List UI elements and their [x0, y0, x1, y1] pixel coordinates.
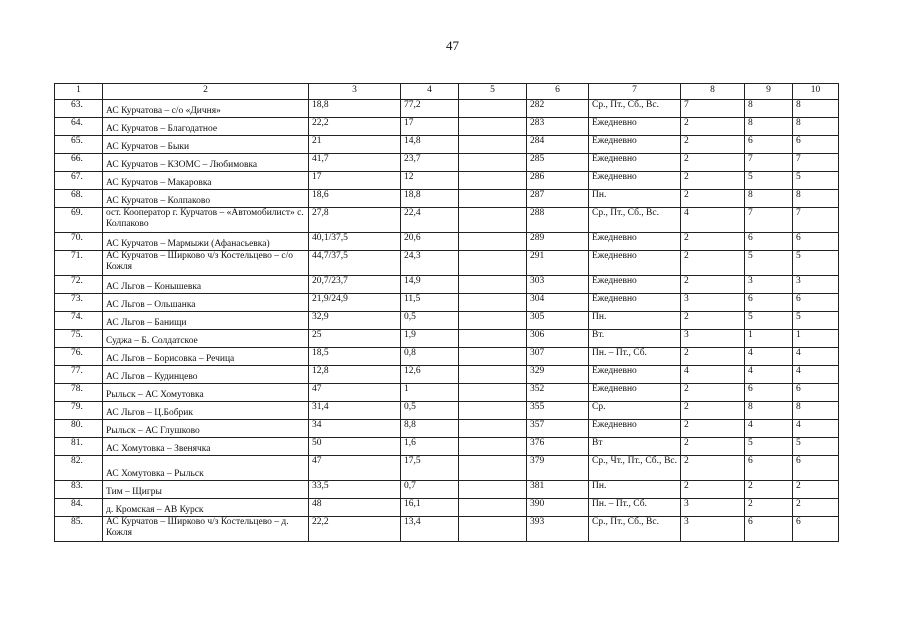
value-cell: 1	[793, 330, 839, 348]
row-number-cell: 82.	[55, 456, 103, 481]
table-row	[55, 481, 839, 499]
empty-cell	[459, 384, 527, 402]
route-code-cell: 329	[527, 366, 589, 384]
schedule-days-cell: Ежедневно	[589, 233, 681, 251]
schedule-days-cell: Ср., Пт., Сб., Вс.	[589, 100, 681, 118]
row-number-cell: 66.	[55, 154, 103, 172]
column-header: 7	[589, 84, 681, 100]
route-cell: АС Льгов – Банищи	[103, 312, 309, 330]
route-cell: АС Хомутовка – Рыльск	[103, 456, 309, 481]
distance-cell: 17	[309, 172, 401, 190]
distance-cell: 18,8	[309, 100, 401, 118]
distance-cell: 14,9	[401, 276, 459, 294]
value-cell: 5	[793, 438, 839, 456]
route-code-cell: 305	[527, 312, 589, 330]
value-cell: 2	[745, 481, 793, 499]
value-cell: 7	[793, 154, 839, 172]
value-cell: 5	[745, 438, 793, 456]
distance-cell: 17,5	[401, 456, 459, 481]
table-row	[55, 499, 839, 517]
route-cell: АС Курчатов – Благодатное	[103, 118, 309, 136]
value-cell: 6	[793, 233, 839, 251]
table-header-row	[55, 84, 839, 100]
distance-cell: 23,7	[401, 154, 459, 172]
schedule-days-cell: Пн.	[589, 312, 681, 330]
distance-cell: 50	[309, 438, 401, 456]
value-cell: 8	[793, 402, 839, 420]
value-cell: 6	[793, 384, 839, 402]
empty-cell	[459, 330, 527, 348]
column-header: 1	[55, 84, 103, 100]
route-cell: АС Курчатова – с/о «Дичня»	[103, 100, 309, 118]
schedule-days-cell: Ср., Пт., Сб., Вс.	[589, 208, 681, 233]
route-cell: АС Курчатов – Колпаково	[103, 190, 309, 208]
table-row	[55, 190, 839, 208]
empty-cell	[459, 348, 527, 366]
distance-cell: 18,6	[309, 190, 401, 208]
distance-cell: 47	[309, 384, 401, 402]
empty-cell	[459, 456, 527, 481]
value-cell: 2	[681, 384, 745, 402]
route-cell: АС Курчатов – Ширково ч/з Костельцево – д. Кожля	[103, 517, 309, 542]
value-cell: 6	[793, 456, 839, 481]
route-cell: д. Кромская – АВ Курск	[103, 499, 309, 517]
column-header: 3	[309, 84, 401, 100]
empty-cell	[459, 233, 527, 251]
value-cell: 4	[745, 366, 793, 384]
distance-cell: 47	[309, 456, 401, 481]
value-cell: 8	[745, 100, 793, 118]
schedule-days-cell: Ежедневно	[589, 420, 681, 438]
empty-cell	[459, 294, 527, 312]
schedule-days-cell: Ср.	[589, 402, 681, 420]
row-number-cell: 73.	[55, 294, 103, 312]
value-cell: 2	[681, 172, 745, 190]
table-row	[55, 154, 839, 172]
value-cell: 2	[681, 402, 745, 420]
route-code-cell: 286	[527, 172, 589, 190]
schedule-days-cell: Ежедневно	[589, 172, 681, 190]
empty-cell	[459, 312, 527, 330]
route-schedule-table	[54, 83, 839, 542]
empty-cell	[459, 154, 527, 172]
table-row	[55, 100, 839, 118]
schedule-days-cell: Вт	[589, 438, 681, 456]
route-code-cell: 303	[527, 276, 589, 294]
schedule-days-cell: Ср., Чт., Пт., Сб., Вс.	[589, 456, 681, 481]
value-cell: 2	[793, 499, 839, 517]
route-cell: АС Курчатов – Ширково ч/з Костельцево – с/о Кожля	[103, 251, 309, 276]
column-header: 9	[745, 84, 793, 100]
row-number-cell: 68.	[55, 190, 103, 208]
schedule-days-cell: Пн. – Пт., Сб.	[589, 499, 681, 517]
column-header: 10	[793, 84, 839, 100]
distance-cell: 33,5	[309, 481, 401, 499]
route-cell: Суджа – Б. Солдатское	[103, 330, 309, 348]
value-cell: 1	[745, 330, 793, 348]
table-row	[55, 456, 839, 481]
table-body	[55, 100, 839, 542]
value-cell: 2	[681, 348, 745, 366]
distance-cell: 40,1/37,5	[309, 233, 401, 251]
distance-cell: 34	[309, 420, 401, 438]
value-cell: 3	[681, 517, 745, 542]
value-cell: 6	[745, 233, 793, 251]
value-cell: 7	[745, 208, 793, 233]
value-cell: 2	[681, 251, 745, 276]
value-cell: 4	[681, 208, 745, 233]
distance-cell: 13,4	[401, 517, 459, 542]
column-header: 6	[527, 84, 589, 100]
route-cell: Рыльск – АС Хомутовка	[103, 384, 309, 402]
page-number: 47	[446, 38, 459, 53]
table-row	[55, 402, 839, 420]
distance-cell: 14,8	[401, 136, 459, 154]
row-number-cell: 78.	[55, 384, 103, 402]
schedule-days-cell: Ежедневно	[589, 136, 681, 154]
distance-cell: 17	[401, 118, 459, 136]
value-cell: 5	[793, 312, 839, 330]
value-cell: 6	[793, 517, 839, 542]
route-code-cell: 379	[527, 456, 589, 481]
row-number-cell: 69.	[55, 208, 103, 233]
value-cell: 7	[793, 208, 839, 233]
empty-cell	[459, 366, 527, 384]
table-row	[55, 294, 839, 312]
distance-cell: 21,9/24,9	[309, 294, 401, 312]
distance-cell: 1,6	[401, 438, 459, 456]
distance-cell: 22,2	[309, 517, 401, 542]
schedule-days-cell: Пн. – Пт., Сб.	[589, 348, 681, 366]
row-number-cell: 65.	[55, 136, 103, 154]
empty-cell	[459, 517, 527, 542]
value-cell: 2	[681, 420, 745, 438]
table-row	[55, 251, 839, 276]
value-cell: 7	[745, 154, 793, 172]
empty-cell	[459, 172, 527, 190]
distance-cell: 12,8	[309, 366, 401, 384]
route-cell: Тим – Щигры	[103, 481, 309, 499]
distance-cell: 77,2	[401, 100, 459, 118]
value-cell: 6	[793, 136, 839, 154]
value-cell: 3	[745, 276, 793, 294]
distance-cell: 44,7/37,5	[309, 251, 401, 276]
route-code-cell: 376	[527, 438, 589, 456]
row-number-cell: 75.	[55, 330, 103, 348]
distance-cell: 18,5	[309, 348, 401, 366]
route-cell: АС Льгов – Кудинцево	[103, 366, 309, 384]
value-cell: 8	[793, 190, 839, 208]
distance-cell: 1	[401, 384, 459, 402]
distance-cell: 16,1	[401, 499, 459, 517]
distance-cell: 18,8	[401, 190, 459, 208]
value-cell: 2	[681, 276, 745, 294]
route-cell: АС Курчатов – Быки	[103, 136, 309, 154]
empty-cell	[459, 118, 527, 136]
value-cell: 2	[681, 438, 745, 456]
row-number-cell: 67.	[55, 172, 103, 190]
distance-cell: 48	[309, 499, 401, 517]
table-row	[55, 312, 839, 330]
value-cell: 5	[745, 312, 793, 330]
distance-cell: 8,8	[401, 420, 459, 438]
distance-cell: 21	[309, 136, 401, 154]
value-cell: 3	[681, 294, 745, 312]
route-code-cell: 306	[527, 330, 589, 348]
value-cell: 5	[793, 172, 839, 190]
route-code-cell: 307	[527, 348, 589, 366]
value-cell: 8	[793, 100, 839, 118]
schedule-days-cell: Ежедневно	[589, 384, 681, 402]
value-cell: 2	[681, 118, 745, 136]
distance-cell: 12,6	[401, 366, 459, 384]
table-row	[55, 208, 839, 233]
value-cell: 5	[793, 251, 839, 276]
value-cell: 3	[681, 330, 745, 348]
row-number-cell: 79.	[55, 402, 103, 420]
value-cell: 2	[681, 233, 745, 251]
row-number-cell: 83.	[55, 481, 103, 499]
value-cell: 2	[681, 481, 745, 499]
empty-cell	[459, 136, 527, 154]
schedule-days-cell: Ежедневно	[589, 366, 681, 384]
value-cell: 2	[681, 136, 745, 154]
value-cell: 7	[681, 100, 745, 118]
distance-cell: 1,9	[401, 330, 459, 348]
distance-cell: 22,2	[309, 118, 401, 136]
distance-cell: 41,7	[309, 154, 401, 172]
value-cell: 4	[793, 348, 839, 366]
empty-cell	[459, 438, 527, 456]
value-cell: 3	[793, 276, 839, 294]
route-code-cell: 285	[527, 154, 589, 172]
distance-cell: 0,5	[401, 402, 459, 420]
row-number-cell: 76.	[55, 348, 103, 366]
row-number-cell: 84.	[55, 499, 103, 517]
empty-cell	[459, 276, 527, 294]
value-cell: 2	[681, 154, 745, 172]
empty-cell	[459, 100, 527, 118]
value-cell: 5	[745, 251, 793, 276]
column-header: 4	[401, 84, 459, 100]
value-cell: 2	[681, 456, 745, 481]
value-cell: 4	[745, 420, 793, 438]
route-cell: АС Курчатов – Макаровка	[103, 172, 309, 190]
empty-cell	[459, 402, 527, 420]
distance-cell: 20,7/23,7	[309, 276, 401, 294]
distance-cell: 20,6	[401, 233, 459, 251]
schedule-days-cell: Ср., Пт., Сб., Вс.	[589, 517, 681, 542]
value-cell: 6	[745, 294, 793, 312]
route-code-cell: 381	[527, 481, 589, 499]
value-cell: 4	[793, 420, 839, 438]
distance-cell: 0,5	[401, 312, 459, 330]
distance-cell: 22,4	[401, 208, 459, 233]
route-code-cell: 357	[527, 420, 589, 438]
empty-cell	[459, 499, 527, 517]
row-number-cell: 80.	[55, 420, 103, 438]
route-code-cell: 390	[527, 499, 589, 517]
distance-cell: 27,8	[309, 208, 401, 233]
schedule-days-cell: Вт.	[589, 330, 681, 348]
distance-cell: 31,4	[309, 402, 401, 420]
distance-cell: 25	[309, 330, 401, 348]
route-code-cell: 283	[527, 118, 589, 136]
route-code-cell: 352	[527, 384, 589, 402]
table-row	[55, 136, 839, 154]
route-cell: АС Льгов – Борисовка – Речица	[103, 348, 309, 366]
schedule-days-cell: Ежедневно	[589, 154, 681, 172]
column-header: 5	[459, 84, 527, 100]
value-cell: 5	[745, 172, 793, 190]
distance-cell: 32,9	[309, 312, 401, 330]
value-cell: 2	[793, 481, 839, 499]
route-cell: АС Курчатов – КЗОМС – Любимовка	[103, 154, 309, 172]
route-code-cell: 288	[527, 208, 589, 233]
route-code-cell: 393	[527, 517, 589, 542]
table-row	[55, 366, 839, 384]
value-cell: 6	[745, 384, 793, 402]
value-cell: 2	[745, 499, 793, 517]
route-code-cell: 289	[527, 233, 589, 251]
route-cell: АС Хомутовка – Звенячка	[103, 438, 309, 456]
route-code-cell: 291	[527, 251, 589, 276]
row-number-cell: 74.	[55, 312, 103, 330]
table-row	[55, 330, 839, 348]
distance-cell: 12	[401, 172, 459, 190]
value-cell: 8	[745, 118, 793, 136]
row-number-cell: 63.	[55, 100, 103, 118]
empty-cell	[459, 208, 527, 233]
distance-cell: 11,5	[401, 294, 459, 312]
table-row	[55, 438, 839, 456]
schedule-days-cell: Пн.	[589, 190, 681, 208]
route-code-cell: 284	[527, 136, 589, 154]
table-row	[55, 172, 839, 190]
route-code-cell: 287	[527, 190, 589, 208]
route-cell: АС Льгов – Ц.Бобрик	[103, 402, 309, 420]
route-code-cell: 304	[527, 294, 589, 312]
route-code-cell: 355	[527, 402, 589, 420]
row-number-cell: 81.	[55, 438, 103, 456]
value-cell: 6	[745, 456, 793, 481]
row-number-cell: 71.	[55, 251, 103, 276]
route-cell: АС Льгов – Ольшанка	[103, 294, 309, 312]
row-number-cell: 77.	[55, 366, 103, 384]
empty-cell	[459, 481, 527, 499]
value-cell: 2	[681, 190, 745, 208]
value-cell: 6	[793, 294, 839, 312]
table-row	[55, 276, 839, 294]
schedule-days-cell: Пн.	[589, 481, 681, 499]
value-cell: 8	[745, 190, 793, 208]
table-row	[55, 118, 839, 136]
distance-cell: 0,8	[401, 348, 459, 366]
schedule-days-cell: Ежедневно	[589, 276, 681, 294]
route-code-cell: 282	[527, 100, 589, 118]
column-header: 8	[681, 84, 745, 100]
value-cell: 8	[793, 118, 839, 136]
value-cell: 8	[745, 402, 793, 420]
row-number-cell: 72.	[55, 276, 103, 294]
empty-cell	[459, 190, 527, 208]
row-number-cell: 85.	[55, 517, 103, 542]
route-cell: Рыльск – АС Глушково	[103, 420, 309, 438]
value-cell: 4	[745, 348, 793, 366]
table-row	[55, 384, 839, 402]
distance-cell: 0,7	[401, 481, 459, 499]
table-row	[55, 233, 839, 251]
value-cell: 2	[681, 312, 745, 330]
schedule-days-cell: Ежедневно	[589, 294, 681, 312]
row-number-cell: 64.	[55, 118, 103, 136]
schedule-days-cell: Ежедневно	[589, 118, 681, 136]
route-cell: АС Курчатов – Мармыжи (Афанасьевка)	[103, 233, 309, 251]
distance-cell: 24,3	[401, 251, 459, 276]
empty-cell	[459, 420, 527, 438]
value-cell: 6	[745, 136, 793, 154]
value-cell: 3	[681, 499, 745, 517]
value-cell: 4	[793, 366, 839, 384]
table-row	[55, 517, 839, 542]
empty-cell	[459, 251, 527, 276]
schedule-days-cell: Ежедневно	[589, 251, 681, 276]
route-cell: ост. Кооператор г. Курчатов – «Автомобилист» с. Колпаково	[103, 208, 309, 233]
row-number-cell: 70.	[55, 233, 103, 251]
value-cell: 6	[745, 517, 793, 542]
table-row	[55, 420, 839, 438]
table-row	[55, 348, 839, 366]
value-cell: 4	[681, 366, 745, 384]
route-cell: АС Льгов – Конышевка	[103, 276, 309, 294]
column-header: 2	[103, 84, 309, 100]
